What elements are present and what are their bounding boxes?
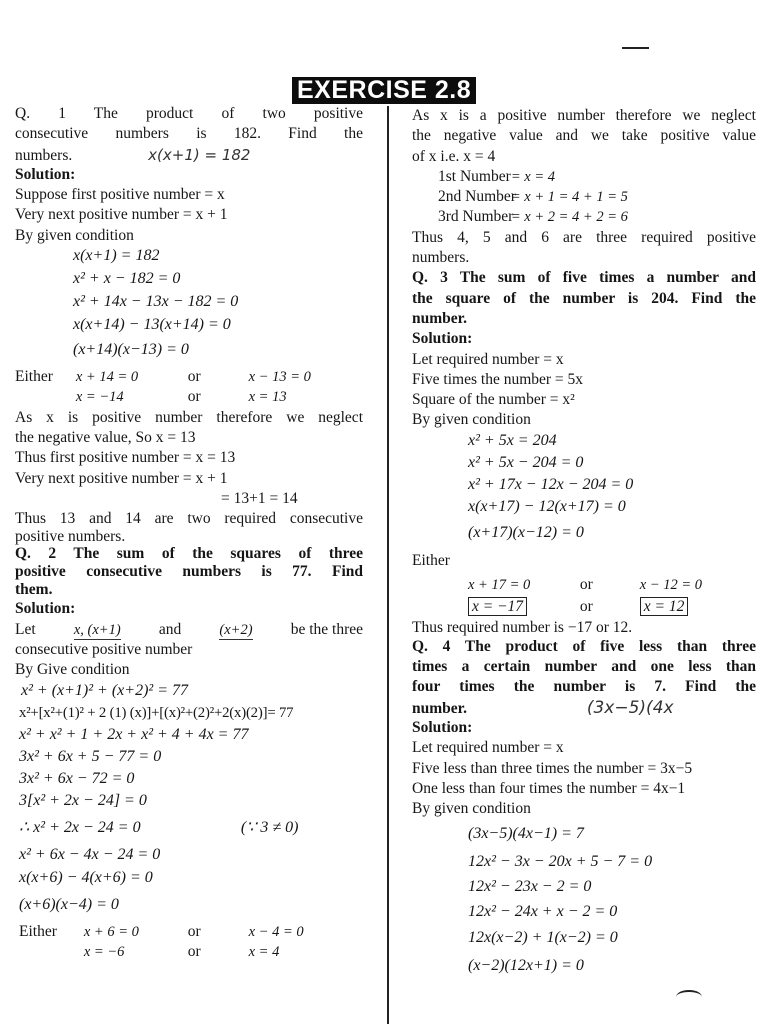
q4-question-text: number. [412,699,467,717]
or-label: or [579,597,593,615]
q3-solution-heading: Solution: [412,330,473,348]
boxed-answer: x = 12 [640,597,689,616]
q2-equation: x² + 6x − 4x − 24 = 0 [19,845,161,863]
q4-question-line: four times the number is 7. Find the [412,678,756,696]
number-label: 1st Number [438,167,511,185]
either-label: Either [19,922,57,940]
q2-equation: 3[x² + 2x − 24] = 0 [19,791,147,809]
q1-question-line: consecutive numbers is 182. Find the [15,125,363,143]
q1-equation: x² + 14x − 13x − 182 = 0 [73,293,239,311]
q2-solution-heading: Solution: [15,600,76,618]
q2-equation: (x+6)(x−4) = 0 [19,895,119,913]
number-label: 2nd Number [438,188,516,206]
page-corner-mark [622,47,649,49]
or-label: or [187,922,201,940]
q1-question-line: Q. 1 The product of two positive [15,105,363,122]
q2-equation: 3x² + 6x − 72 = 0 [19,769,135,787]
equation-part: ∴ x² + 2x − 24 = 0 [19,818,141,836]
handwritten-note: (3x−5)(4x [586,697,674,718]
number-value: = x = 4 [510,168,556,185]
q3-text-line: Thus required number is −17 or 12. [412,618,633,636]
equation-part: x + 6 = 0 [83,923,139,940]
q3-solution-line: Five times the number = 5x [412,370,584,388]
q1-text-line: positive numbers. [15,528,126,546]
q4-question-line [412,698,756,718]
number-label: 3rd Number [438,208,514,226]
boxed-answer: x = −17 [468,597,527,616]
q2-question-line: positive consecutive numbers is 77. Find [15,563,363,581]
equation-part: x = 4 [248,943,280,960]
q3-equation: x(x+17) − 12(x+17) = 0 [468,497,626,515]
or-label: or [579,575,593,593]
number-value: = x + 1 = 4 + 1 = 5 [510,189,628,206]
q2-let-line [15,620,363,640]
q3-solution-line: By given condition [412,411,531,429]
q2-text-line: As x is a positive number therefore we neglect [412,107,756,124]
q2-equation: x² + (x+1)² + (x+2)² = 77 [21,681,188,699]
equation-part: x − 12 = 0 [639,576,703,593]
q1-text-line: Thus first positive number = x = 13 [15,449,236,467]
q1-equation: (x+14)(x−13) = 0 [73,341,189,359]
equation-part: x − 4 = 0 [248,923,304,940]
q2-question-line: them. [15,581,53,599]
q3-question-line: number. [412,309,467,327]
q4-solution-line: By given condition [412,800,531,818]
right-column [412,106,756,981]
q3-equation: x² + 5x = 204 [468,431,557,449]
q3-either-row [412,575,756,597]
q1-equation: x(x+14) − 13(x+14) = 0 [73,316,231,334]
q4-question-line: Q. 4 The product of five less than three [412,637,756,655]
text-part: be the three [290,620,363,638]
q2-result-row [15,942,363,962]
left-column [15,104,363,962]
number-value: = x + 2 = 4 + 2 = 6 [510,209,628,226]
or-label: or [187,942,201,960]
q1-text-line: Very next positive number = x + 1 [15,469,228,487]
q1-question-text: numbers. [15,146,73,164]
q2-solution-line: By Give condition [15,661,130,679]
page-corner-mark [676,990,702,1004]
equation-note: (∵ 3 ≠ 0) [240,818,299,836]
q1-solution-heading: Solution: [15,165,76,183]
q1-text-line: the negative value, So x = 13 [15,428,196,446]
q2-equation: 3x² + 6x + 5 − 77 = 0 [19,747,162,765]
q4-solution-line: Five less than three times the number = 3x−5 [412,759,693,777]
q2-solution-line: consecutive positive number [15,641,193,659]
q3-either-label: Either [412,551,450,569]
q2-text-line: Thus 4, 5 and 6 are three required positive [412,228,756,246]
q2-text-line: the negative value and we take positive value [412,127,756,145]
q1-equation: x(x+1) = 182 [73,247,160,265]
q4-equation: 12x² − 24x + x − 2 = 0 [468,903,618,921]
q2-text-line: of x i.e. x = 4 [412,147,496,165]
q3-solution-line: Let required number = x [412,350,564,368]
q2-equation-row [15,818,363,845]
text-part: and [158,620,182,638]
equation-part: x = −14 [75,389,124,406]
q4-equation: (3x−5)(4x−1) = 7 [468,825,584,843]
q4-equation: 12x² − 23x − 2 = 0 [468,878,592,896]
q1-text-line: = 13+1 = 14 [221,489,298,507]
q3-equation: (x+17)(x−12) = 0 [468,523,584,541]
q3-solution-line: Square of the number = x² [412,391,575,409]
equation-part: x = 13 [248,389,287,406]
q2-question-line: Q. 2 The sum of the squares of three [15,545,363,563]
handwritten-note: x(x+1) = 182 [148,145,251,164]
q1-solution-line: By given condition [15,226,134,244]
column-divider [387,106,389,1024]
q4-equation: 12x² − 3x − 20x + 5 − 7 = 0 [468,853,653,871]
q2-equation: x(x+6) − 4(x+6) = 0 [19,868,153,886]
q2-either-row [15,922,363,942]
q2-equation: x² + x² + 1 + 2x + x² + 4 + 4x = 77 [19,725,249,743]
equation-part: x − 13 = 0 [248,369,311,386]
q3-equation: x² + 17x − 12x − 204 = 0 [468,475,634,493]
q1-text-line: Thus 13 and 14 are two required consecutive [15,510,363,528]
q4-question-line: times a certain number and one less than [412,658,756,676]
equation-part: x + 17 = 0 [468,576,531,593]
q1-result-row [15,387,363,407]
equation-part: (x+2) [219,620,252,640]
either-label: Either [15,368,53,386]
exercise-title: EXERCISE 2.8 [292,77,476,104]
q2-equation: x²+[x²+(1)² + 2 (1) (x)]+[(x)²+(2)²+2(x)(2)]= 77 [19,704,294,721]
q1-question-line [15,145,363,165]
q3-question-line: the square of the number is 204. Find the [412,289,756,307]
equation-part: x + 14 = 0 [75,369,139,386]
text-part: Let [15,620,36,638]
q2-text-line: numbers. [412,249,470,267]
q1-solution-line: Very next positive number = x + 1 [15,206,228,224]
q3-question-line: Q. 3 The sum of five times a number and [412,269,756,287]
q4-solution-line: One less than four times the number = 4x−1 [412,779,686,797]
q4-equation: (x−2)(12x+1) = 0 [468,957,584,975]
or-label: or [187,388,201,406]
number-row [412,207,756,227]
equation-part: x, (x+1) [74,620,121,640]
q4-equation: 12x(x−2) + 1(x−2) = 0 [468,929,618,947]
q1-solution-line: Suppose first positive number = x [15,186,225,204]
q4-solution-heading: Solution: [412,718,473,736]
q1-either-row [15,367,363,387]
q4-solution-line: Let required number = x [412,739,564,757]
q3-equation: x² + 5x − 204 = 0 [468,453,584,471]
or-label: or [187,368,201,386]
equation-part: x = −6 [83,943,125,960]
number-row [412,167,756,187]
q1-text-line: As x is positive number therefore we neglect [15,408,363,426]
number-row [412,187,756,207]
q3-result-row [412,597,756,619]
q1-equation: x² + x − 182 = 0 [73,270,181,288]
